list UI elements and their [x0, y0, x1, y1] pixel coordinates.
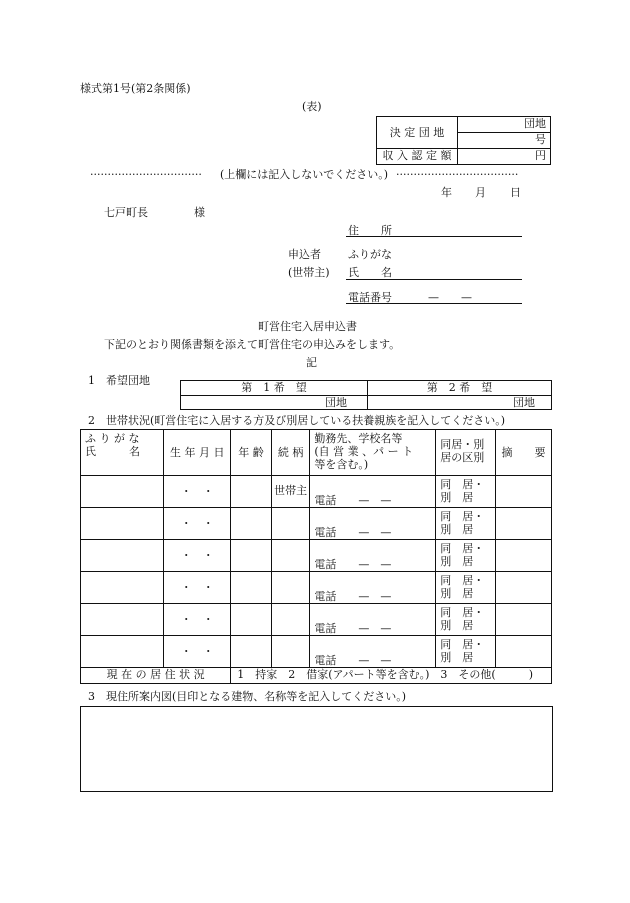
decided-complex-label: 決 定 団 地: [377, 117, 458, 149]
applicant-label: 申込者: [288, 248, 321, 261]
preferred-complex-table: [180, 380, 552, 410]
header-furigana: ふ り が な: [85, 432, 140, 445]
cell-name[interactable]: [81, 572, 164, 604]
header-furigana-name: [81, 430, 164, 476]
cell-phone: 電話 — —: [314, 558, 392, 571]
cell-remarks[interactable]: [496, 636, 552, 668]
cell-age[interactable]: [231, 540, 272, 572]
section3-label: 3 現住所案内図(目印となる建物、名称等を記入してください。): [88, 690, 407, 703]
cell-age[interactable]: [231, 636, 272, 668]
separator-dots-right: ···································: [396, 168, 519, 181]
cell-remarks[interactable]: [496, 604, 552, 636]
cell-cohab[interactable]: [436, 476, 496, 508]
cell-cohab[interactable]: [436, 540, 496, 572]
cell-workplace[interactable]: [310, 540, 436, 572]
cell-cohab-1: 同 居・: [440, 638, 485, 651]
cell-remarks[interactable]: [496, 476, 552, 508]
cell-cohab-1: 同 居・: [440, 606, 485, 619]
cell-workplace[interactable]: [310, 508, 436, 540]
header-age: 年 齢: [231, 430, 272, 476]
cell-age[interactable]: [231, 476, 272, 508]
second-choice-header: 第 2 希 望: [368, 381, 552, 396]
table-row: [81, 508, 552, 540]
header-birthdate: 生 年 月 日: [164, 430, 231, 476]
cell-workplace[interactable]: [310, 636, 436, 668]
cell-cohab[interactable]: [436, 508, 496, 540]
cell-birthdate[interactable]: ・ ・: [164, 508, 231, 540]
cell-remarks[interactable]: [496, 572, 552, 604]
header-cohab: [436, 430, 496, 476]
cell-cohab-2: 別 居: [440, 491, 474, 504]
header-cohab-2: 居の区別: [440, 451, 485, 464]
cell-age[interactable]: [231, 508, 272, 540]
front-label: (表): [302, 100, 322, 113]
name-line[interactable]: [346, 279, 522, 280]
address-label: 住 所: [348, 224, 392, 237]
cell-cohab-2: 別 居: [440, 587, 474, 600]
cell-birthdate[interactable]: ・ ・: [164, 540, 231, 572]
first-choice-field[interactable]: [181, 395, 368, 410]
cell-birthdate[interactable]: ・ ・: [164, 604, 231, 636]
cell-phone: 電話 — —: [314, 622, 392, 635]
cell-birthdate[interactable]: ・ ・: [164, 636, 231, 668]
table-row: [81, 540, 552, 572]
intro-text: 下記のとおり関係書類を添えて町営住宅の申込みをします。: [104, 338, 401, 351]
cell-name[interactable]: [81, 604, 164, 636]
cell-workplace[interactable]: [310, 604, 436, 636]
table-row: [81, 604, 552, 636]
separator-dots-left: ································: [90, 168, 202, 181]
cell-phone: 電話 — —: [314, 526, 392, 539]
phone-label: 電話番号: [348, 291, 392, 304]
cell-phone: 電話 — —: [314, 494, 392, 507]
cell-relation[interactable]: [271, 636, 310, 668]
ki-label: 記: [306, 356, 317, 369]
cell-phone: 電話 — —: [314, 590, 392, 603]
cell-relation[interactable]: [271, 508, 310, 540]
date-month: 月: [475, 186, 486, 199]
name-label: 氏 名: [348, 266, 392, 279]
header-workplace-3: 等を含む。): [314, 458, 369, 471]
cell-relation[interactable]: 世帯主: [271, 476, 310, 508]
cell-birthdate[interactable]: ・ ・: [164, 476, 231, 508]
header-name: 氏 名: [85, 445, 140, 458]
form-title: 町営住宅入居申込書: [258, 320, 357, 333]
table-row: [81, 636, 552, 668]
cell-relation[interactable]: [271, 540, 310, 572]
address-line[interactable]: [346, 236, 522, 237]
income-label: 収 入 認 定 額: [377, 149, 458, 165]
yen-suffix: 円: [458, 149, 551, 165]
head-label: (世帯主): [288, 266, 330, 279]
decision-box: [376, 116, 551, 165]
residence-label: 現 在 の 居 住 状 況: [81, 668, 231, 684]
cell-cohab[interactable]: [436, 636, 496, 668]
first-choice-header: 第 1 希 望: [181, 381, 368, 396]
date-year: 年: [441, 186, 452, 199]
phone-line[interactable]: [346, 303, 522, 304]
cell-phone: 電話 — —: [314, 654, 392, 667]
addressee-sama: 様: [194, 206, 205, 219]
date-day: 日: [510, 186, 521, 199]
cell-cohab-1: 同 居・: [440, 542, 485, 555]
header-workplace: [310, 430, 436, 476]
phone-dashes: — —: [428, 291, 472, 304]
cell-birthdate[interactable]: ・ ・: [164, 572, 231, 604]
section2-label: 2 世帯状況(町営住宅に入居する方及び別居している扶養親族を記入してください。): [88, 414, 506, 427]
cell-cohab-1: 同 居・: [440, 478, 485, 491]
table-row: [81, 476, 552, 508]
residence-options[interactable]: 1 持家 2 借家(アパート等を含む。) 3 その他( ): [231, 668, 552, 684]
addressee-mayor: 七戸町長: [104, 206, 148, 219]
header-cohab-1: 同居・別: [440, 438, 485, 451]
header-relation: 続 柄: [271, 430, 310, 476]
cell-cohab-2: 別 居: [440, 651, 474, 664]
second-choice-field[interactable]: [368, 395, 552, 410]
cell-cohab[interactable]: [436, 604, 496, 636]
cell-cohab-2: 別 居: [440, 523, 474, 536]
cell-workplace[interactable]: [310, 572, 436, 604]
cell-name[interactable]: [81, 508, 164, 540]
cell-cohab-2: 別 居: [440, 619, 474, 632]
cell-age[interactable]: [231, 572, 272, 604]
section1-label: 1 希望団地: [88, 374, 150, 387]
header-workplace-2: (自 営 業 、パ ー ト: [314, 445, 414, 458]
separator-note: (上欄には記入しないでください。): [220, 168, 389, 181]
second-choice-suffix: 団地: [513, 395, 535, 409]
number-suffix: 号: [458, 133, 551, 149]
table-row: [81, 572, 552, 604]
cell-name[interactable]: [81, 636, 164, 668]
household-table: [80, 429, 552, 684]
cell-relation[interactable]: [271, 604, 310, 636]
map-box[interactable]: [80, 706, 553, 792]
header-remarks: 摘 要: [496, 430, 552, 476]
cell-workplace[interactable]: [310, 476, 436, 508]
first-choice-suffix: 団地: [325, 395, 347, 409]
furigana-label: ふりがな: [348, 248, 392, 261]
cell-age[interactable]: [231, 604, 272, 636]
cell-relation[interactable]: [271, 572, 310, 604]
cell-cohab-1: 同 居・: [440, 510, 485, 523]
cell-name[interactable]: [81, 540, 164, 572]
cell-remarks[interactable]: [496, 508, 552, 540]
cell-cohab-2: 別 居: [440, 555, 474, 568]
cell-cohab-1: 同 居・: [440, 574, 485, 587]
header-workplace-1: 勤務先、学校名等: [314, 432, 403, 445]
form-number: 様式第1号(第2条関係): [80, 82, 191, 95]
complex-suffix: 団地: [458, 117, 551, 133]
cell-remarks[interactable]: [496, 540, 552, 572]
cell-name[interactable]: [81, 476, 164, 508]
cell-cohab[interactable]: [436, 572, 496, 604]
